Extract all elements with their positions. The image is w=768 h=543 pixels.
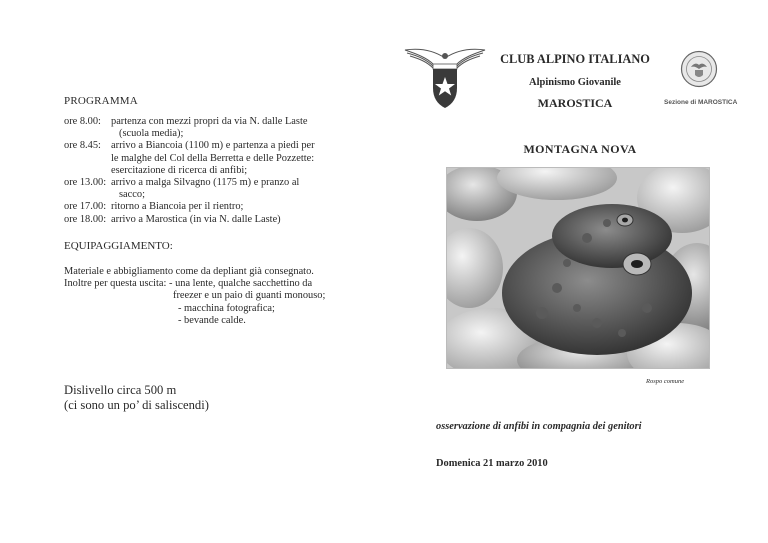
club-name: CLUB ALPINO ITALIANO (500, 52, 650, 66)
schedule-time: ore 18.00: (64, 213, 107, 225)
schedule-line: esercitazione di ricerca di anfibi; (111, 164, 248, 176)
marostica-section-seal-icon (680, 50, 718, 88)
schedule-time: ore 8.45: (64, 140, 101, 152)
schedule-item (64, 214, 351, 226)
schedule-item (64, 116, 351, 140)
club-subtitle: Alpinismo Giovanile (529, 77, 621, 88)
schedule-line: (scuola media); (119, 128, 184, 140)
schedule-line: arrivo a malga Silvagno (1175 m) e pranzo al (111, 177, 300, 189)
schedule-list (64, 116, 351, 226)
equipment-line: Inoltre per questa uscita: - una lente, qualche sacchettino da (64, 278, 313, 290)
schedule-line: arrivo a Biancoia (1100 m) e partenza a piedi per (111, 140, 315, 152)
schedule-time: ore 8.00: (64, 116, 101, 127)
equipment-text (64, 266, 325, 327)
toad-photo (446, 167, 710, 369)
elevation-note: (ci sono un po’ di saliscendi) (64, 398, 209, 412)
schedule-line: le malghe del Col della Berretta e delle Pozzette: (111, 152, 315, 164)
schedule-line: sacco; (119, 189, 145, 201)
cai-eagle-star-logo-icon (403, 44, 487, 112)
schedule-line: arrivo a Marostica (in via N. dalle Laste) (111, 213, 281, 225)
schedule-time: ore 13.00: (64, 177, 107, 189)
equipment-line: freezer e un paio di guanti monouso; (173, 290, 326, 302)
section-label: Sezione di MAROSTICA (664, 99, 738, 106)
equipment-line: - macchina fotografica; (178, 302, 275, 314)
photo-caption: Rospo comune (646, 378, 685, 385)
schedule-item (64, 177, 351, 201)
club-city: MAROSTICA (537, 96, 613, 110)
schedule-item (64, 140, 351, 177)
equipment-line: - bevande calde. (178, 314, 246, 326)
elevation-line: Dislivello circa 500 m (64, 383, 177, 397)
event-title: MONTAGNA NOVA (523, 142, 637, 156)
equipment-title: EQUIPAGGIAMENTO: (64, 240, 173, 252)
schedule-line: ritorno a Biancoia per il rientro; (111, 201, 244, 213)
program-title: PROGRAMMA (64, 95, 138, 107)
equipment-line: Materiale e abbigliamento come da depliant già consegnato. (64, 266, 314, 277)
event-date: Domenica 21 marzo 2010 (436, 458, 548, 469)
elevation-info (64, 383, 209, 413)
event-description: osservazione di anfibi in compagnia dei genitori (436, 421, 642, 432)
schedule-line: partenza con mezzi propri da via N. dalle Laste (111, 116, 308, 127)
schedule-item (64, 201, 351, 213)
schedule-time: ore 17.00: (64, 201, 107, 213)
